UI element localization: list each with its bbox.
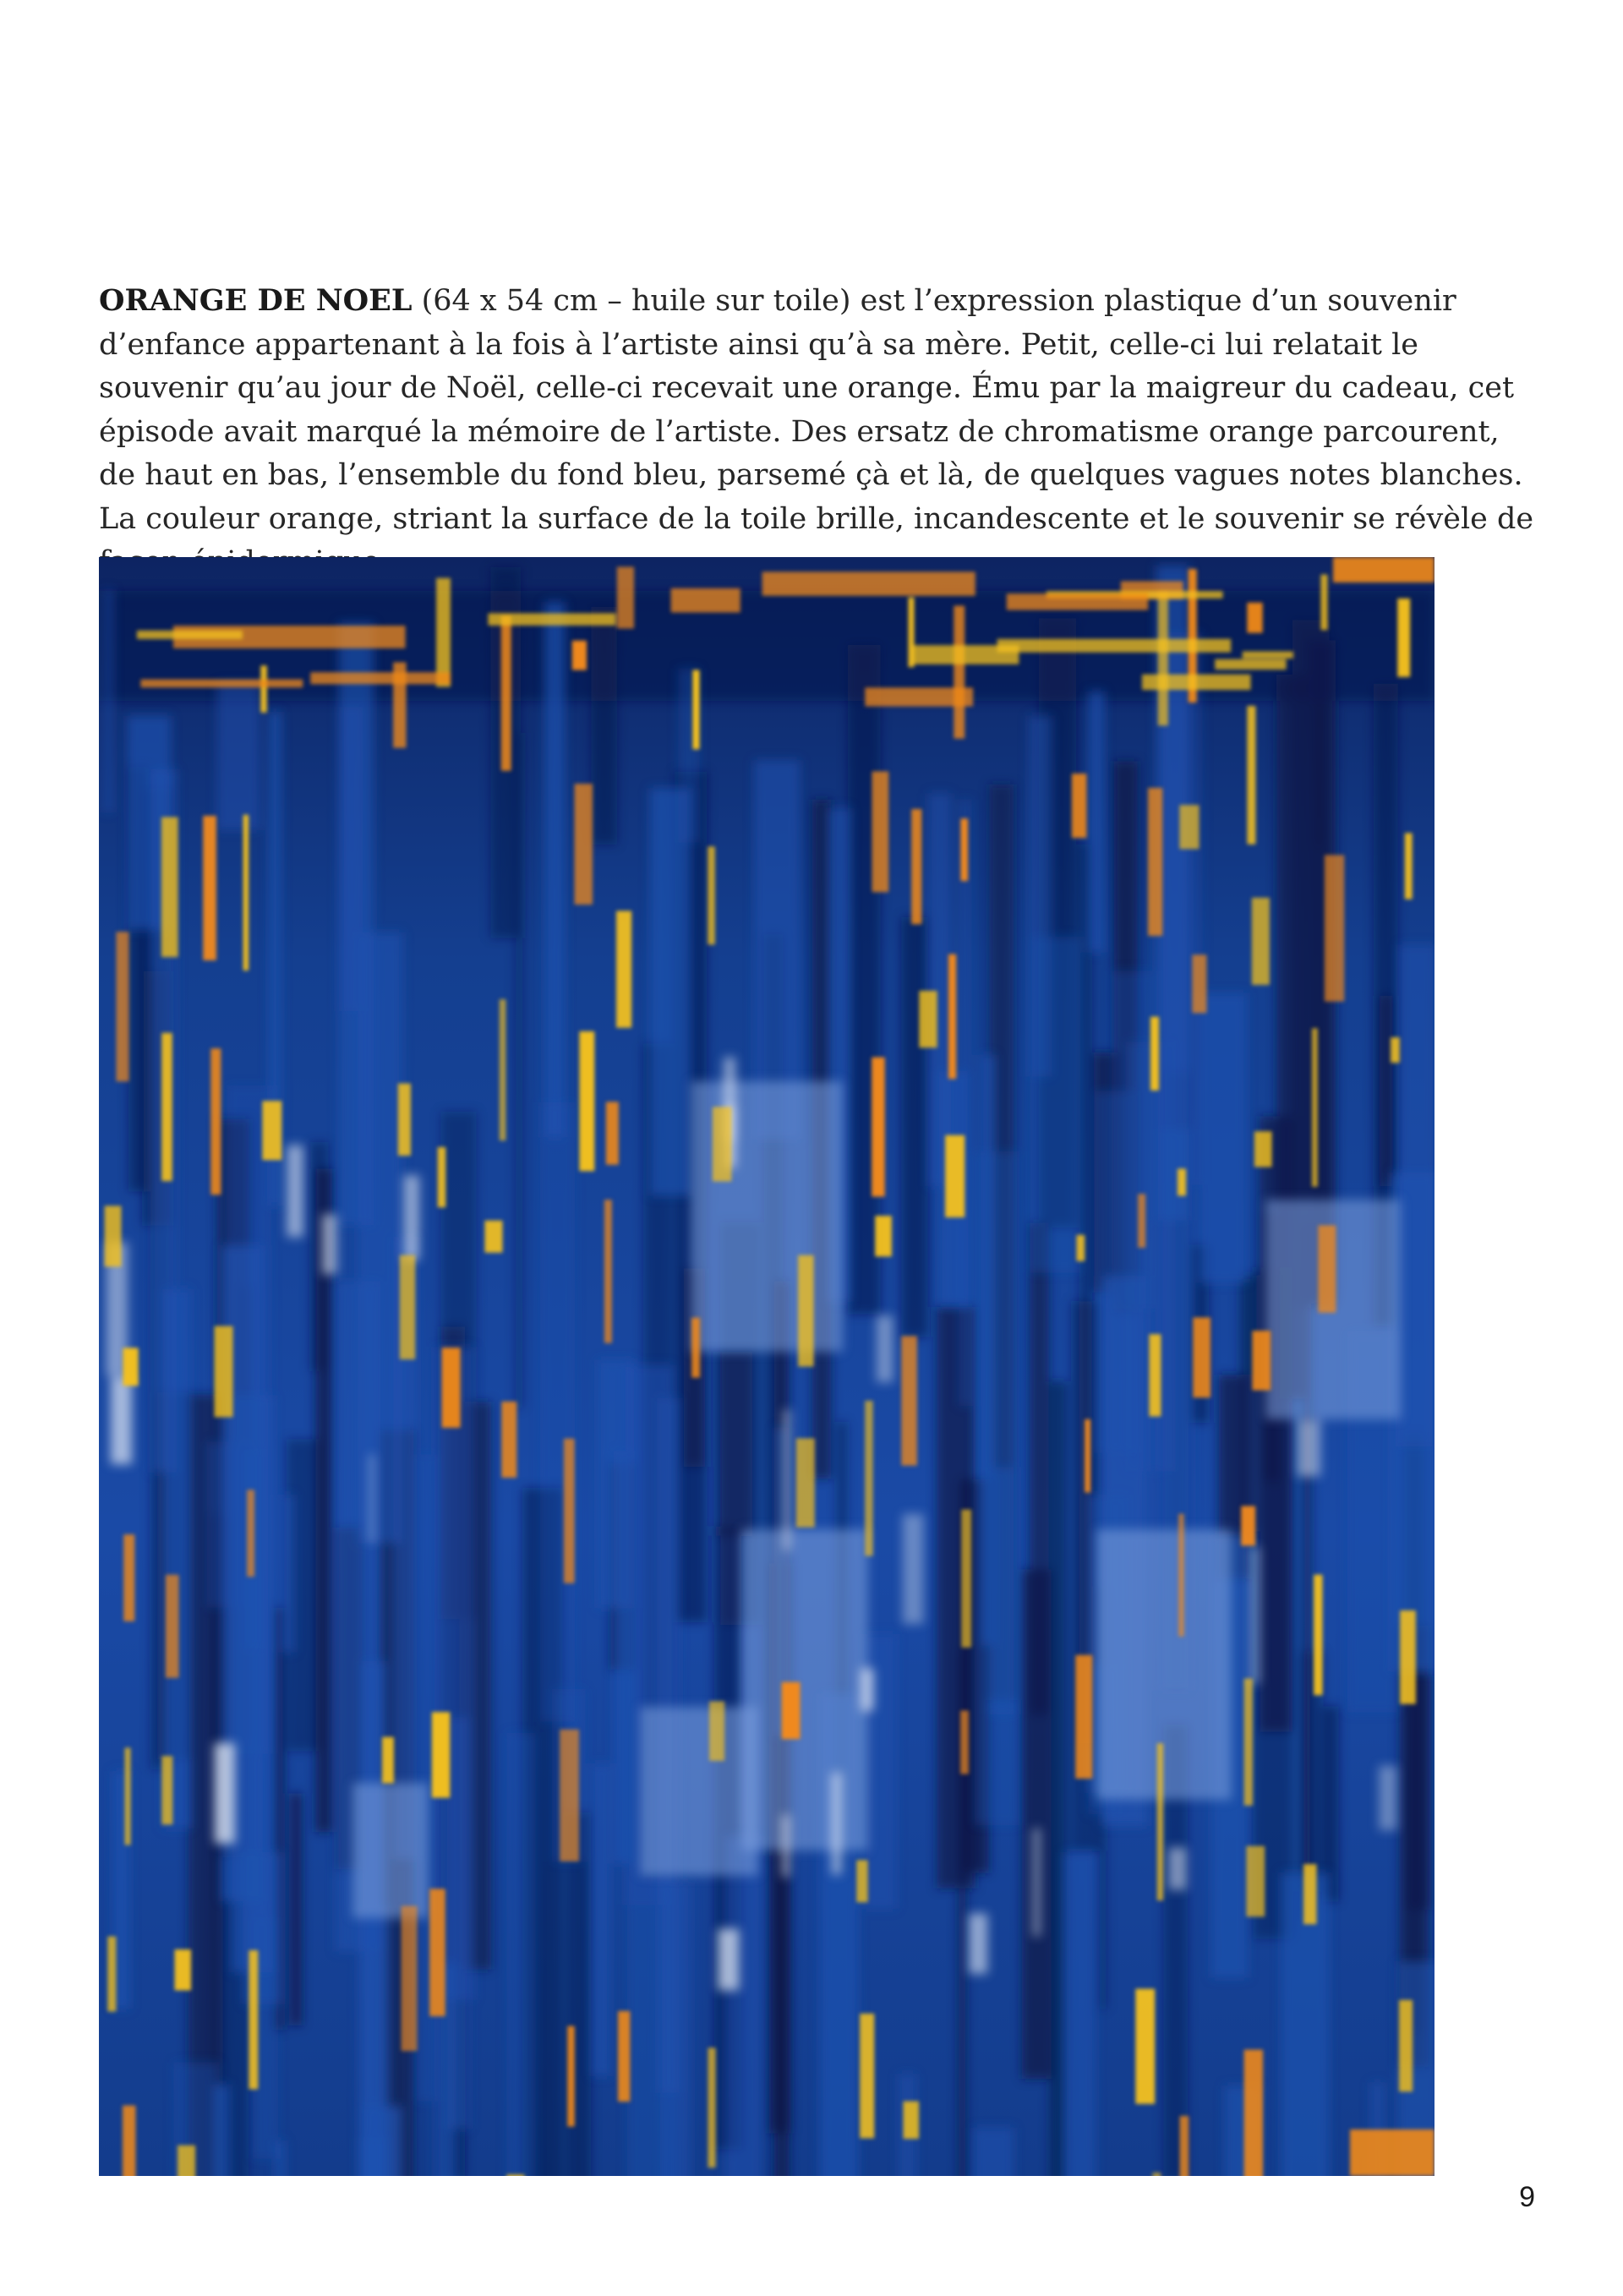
- brush-stroke-white: [214, 1743, 235, 1844]
- brush-stroke-orange: [1179, 805, 1199, 849]
- brush-stroke-orange: [1192, 954, 1206, 1013]
- brush-stroke-orange: [210, 1048, 221, 1194]
- brush-stroke-orange: [567, 2026, 575, 2127]
- brush-stroke-white: [783, 1409, 791, 1550]
- brush-stroke-orange: [691, 1318, 700, 1378]
- brush-stroke-white: [1379, 1766, 1397, 1830]
- brush-stroke-white: [404, 1175, 420, 1260]
- brush-stroke-orange: [1193, 1317, 1210, 1397]
- brush-stroke-white: [369, 1454, 375, 1543]
- brush-stroke-blue: [281, 1495, 294, 1653]
- brush-stroke-orange: [954, 606, 965, 739]
- brush-stroke-orange: [125, 1747, 131, 1845]
- brush-stroke-orange: [860, 2014, 874, 2139]
- brush-stroke-orange: [1076, 1235, 1085, 1261]
- brush-stroke-orange: [709, 1702, 724, 1762]
- brush-stroke-light: [741, 1529, 868, 1850]
- brush-stroke-white: [782, 1815, 790, 1877]
- brush-stroke-orange: [872, 1058, 885, 1197]
- brush-stroke-orange: [1399, 2000, 1413, 2092]
- brush-stroke-orange: [1247, 706, 1255, 845]
- brush-stroke-orange: [912, 645, 1019, 664]
- brush-stroke-orange: [243, 815, 249, 970]
- brush-stroke-blue: [928, 793, 951, 1186]
- brush-stroke-orange: [398, 1084, 411, 1156]
- brush-stroke-orange: [166, 1575, 179, 1678]
- brush-stroke-orange: [262, 1101, 281, 1160]
- brush-stroke-orange: [1303, 1864, 1317, 1924]
- brush-stroke-orange: [579, 1031, 594, 1171]
- brush-stroke-orange: [161, 1033, 172, 1181]
- brush-stroke-light: [1096, 1529, 1232, 1800]
- brush-stroke-orange: [796, 1438, 815, 1527]
- brush-stroke-white: [969, 1914, 987, 1974]
- brush-stroke-white: [1032, 1829, 1041, 1937]
- brush-stroke-blue: [340, 707, 363, 1011]
- brush-stroke-orange: [1215, 659, 1286, 670]
- brush-stroke-orange: [1178, 1514, 1184, 1637]
- brush-stroke-white: [1298, 1421, 1321, 1477]
- brush-stroke-orange: [1320, 575, 1327, 631]
- brush-stroke-orange: [123, 1348, 138, 1386]
- brush-stroke-orange: [713, 1107, 732, 1181]
- brush-stroke-orange: [604, 1200, 612, 1343]
- brush-stroke-dark: [901, 917, 927, 1337]
- brush-stroke-orange: [575, 784, 593, 905]
- brush-stroke-orange: [618, 2011, 630, 2102]
- brush-stroke-blue: [227, 1085, 272, 1754]
- brush-stroke-orange: [501, 615, 511, 771]
- brush-stroke-blue: [540, 1102, 575, 1721]
- brush-stroke-orange: [178, 2146, 195, 2176]
- brush-stroke-orange: [1246, 1846, 1265, 1917]
- brush-stroke-orange: [564, 1439, 575, 1583]
- brush-stroke-orange: [484, 1221, 502, 1253]
- brush-stroke-dark: [291, 1794, 302, 2025]
- page-number: 9: [1519, 2181, 1535, 2213]
- brush-stroke-blue: [959, 800, 971, 1407]
- brush-stroke-orange: [960, 818, 968, 881]
- brush-stroke-orange: [945, 1135, 965, 1217]
- brush-stroke-blue: [507, 1733, 536, 2176]
- brush-stroke-orange: [798, 1255, 814, 1367]
- brush-stroke-blue: [206, 1442, 248, 1608]
- brush-stroke-orange: [1254, 1131, 1272, 1167]
- brush-stroke-orange: [1135, 1989, 1155, 2104]
- brush-stroke-orange: [1252, 1331, 1271, 1390]
- brush-stroke-blue: [163, 1289, 191, 1829]
- brush-stroke-blue: [103, 589, 113, 813]
- brush-stroke-orange: [1333, 557, 1434, 582]
- brush-stroke-orange: [1405, 833, 1413, 899]
- brush-stroke-orange: [875, 1216, 892, 1256]
- brush-stroke-blue: [725, 1836, 762, 2176]
- brush-stroke-orange: [260, 665, 267, 713]
- brush-stroke-orange: [919, 991, 937, 1047]
- brush-stroke-blue: [614, 1451, 632, 1864]
- brush-stroke-orange: [488, 613, 615, 626]
- brush-stroke-orange: [1247, 603, 1262, 633]
- brush-stroke-orange: [671, 588, 740, 613]
- brush-stroke-orange: [310, 672, 451, 684]
- brush-stroke-blue: [592, 1763, 610, 2076]
- brush-stroke-white: [832, 1773, 842, 1875]
- brush-stroke-orange: [1314, 1575, 1323, 1696]
- brush-stroke-orange: [1085, 1419, 1090, 1493]
- brush-stroke-orange: [1318, 1226, 1336, 1313]
- brush-stroke-white: [322, 1215, 337, 1275]
- brush-stroke-orange: [616, 911, 631, 1028]
- brush-stroke-orange: [161, 817, 178, 958]
- brush-stroke-orange: [249, 1950, 258, 2090]
- brush-stroke-orange: [904, 2102, 920, 2140]
- brush-stroke-blue: [1089, 692, 1105, 953]
- brush-stroke-white: [111, 1377, 132, 1464]
- brush-stroke-orange: [606, 1102, 619, 1164]
- brush-stroke-orange: [911, 809, 921, 924]
- brush-stroke-orange: [901, 1336, 917, 1465]
- brush-stroke-orange: [960, 1711, 969, 1774]
- abstract-painting-image: [99, 557, 1434, 2176]
- brush-stroke-orange: [203, 816, 216, 960]
- brush-stroke-orange: [116, 932, 128, 1081]
- brush-stroke-orange: [1150, 1017, 1159, 1091]
- brush-stroke-orange: [1007, 593, 1148, 610]
- brush-stroke-blue: [544, 602, 565, 1137]
- brush-stroke-orange: [572, 641, 587, 670]
- brush-stroke-orange: [1178, 1168, 1186, 1195]
- brush-stroke-orange: [1148, 788, 1162, 936]
- brush-stroke-orange: [961, 1510, 971, 1648]
- brush-stroke-white: [718, 1929, 739, 1991]
- brush-stroke-orange: [708, 846, 715, 944]
- brush-stroke-light: [640, 1707, 758, 1876]
- brush-stroke-orange: [872, 772, 889, 893]
- brush-stroke-orange: [1391, 1037, 1400, 1063]
- brush-stroke-orange: [105, 1205, 122, 1266]
- brush-stroke-orange: [1152, 2173, 1161, 2176]
- brush-stroke-orange: [708, 2047, 715, 2168]
- brush-stroke-orange: [429, 1889, 445, 2016]
- brush-stroke-white: [1250, 1547, 1260, 1684]
- brush-stroke-orange: [782, 1682, 801, 1739]
- brush-stroke-orange: [123, 1534, 134, 1621]
- brush-stroke-orange: [1312, 1028, 1318, 1187]
- brush-stroke-blue: [980, 1055, 995, 1646]
- artwork-description-text: (64 x 54 cm – huile sur toile) est l’expression plastique d’un souvenir d’enfance appartenant à la fois à l’artiste ainsi qu’à sa mère. Petit, celle-ci lui relatait le souvenir qu’au jour de Noël, celle-ci recevait une orange. Ému par la maigreur du cadeau, cet épisode avait marqué la mémoire de l’artiste. Des ersatz de chromatisme orange parcourent, de haut en bas, l’ensemble du fond bleu, parsemé çà et là, de quelques vagues notes blanches. La couleur orange, striant la surface de la toile brille, incandescente et le souvenir se révèle de: [99, 284, 1534, 536]
- brush-stroke-blue: [1063, 1852, 1096, 2176]
- brush-stroke-orange: [865, 1401, 873, 1556]
- brush-stroke-orange: [137, 631, 243, 639]
- brush-stroke-blue: [358, 1907, 390, 2176]
- brush-stroke-white: [903, 1514, 924, 1624]
- brush-stroke-blue: [217, 683, 260, 830]
- brush-stroke-orange: [1072, 774, 1087, 838]
- artwork-description: [99, 279, 1544, 585]
- brush-stroke-orange: [856, 1860, 867, 1902]
- brush-stroke-orange: [1075, 1655, 1092, 1779]
- brush-stroke-orange: [1350, 2129, 1434, 2176]
- brush-stroke-orange: [1241, 1506, 1255, 1546]
- brush-stroke-orange: [442, 1348, 461, 1428]
- brush-stroke-orange: [402, 1906, 418, 2052]
- artwork-title: ORANGE DE NOEL: [99, 283, 413, 318]
- brush-stroke-orange: [436, 578, 451, 687]
- brush-stroke-orange: [865, 687, 973, 706]
- brush-stroke-orange: [1157, 1743, 1164, 1900]
- brush-stroke-orange: [1243, 652, 1293, 659]
- brush-stroke-orange: [1149, 1334, 1161, 1416]
- brush-stroke-orange: [762, 571, 975, 595]
- brush-stroke-orange: [1244, 2050, 1264, 2176]
- brush-stroke-orange: [617, 567, 634, 629]
- brush-stroke-orange: [438, 1147, 446, 1207]
- brush-stroke-white: [877, 1315, 893, 1382]
- brush-stroke-orange: [175, 1949, 192, 1990]
- brush-stroke-orange: [501, 1402, 516, 1478]
- brush-stroke-orange: [1180, 2116, 1189, 2176]
- brush-stroke-orange: [1325, 855, 1344, 1001]
- brush-stroke-orange: [1138, 1194, 1145, 1248]
- brush-stroke-blue: [214, 2085, 230, 2176]
- brush-stroke-orange: [1142, 675, 1251, 690]
- brush-stroke-blue: [650, 788, 691, 1195]
- brush-stroke-orange: [140, 680, 303, 688]
- brush-stroke-orange: [997, 639, 1232, 653]
- brush-stroke-white: [287, 1145, 303, 1238]
- brush-stroke-orange: [948, 954, 956, 1080]
- brush-stroke-orange: [107, 1937, 116, 2012]
- brush-stroke-orange: [506, 2175, 524, 2176]
- brush-stroke-orange: [123, 2106, 136, 2176]
- brush-stroke-orange: [215, 1326, 233, 1418]
- brush-stroke-orange: [500, 999, 506, 1140]
- brush-stroke-orange: [1244, 1679, 1254, 1806]
- brush-stroke-orange: [692, 670, 699, 750]
- brush-stroke-orange: [400, 1255, 416, 1359]
- brush-stroke-orange: [1158, 591, 1168, 726]
- brush-stroke-blue: [974, 2128, 1014, 2176]
- brush-stroke-light: [352, 1783, 429, 1918]
- brush-stroke-orange: [1400, 1610, 1416, 1704]
- brush-stroke-white: [1168, 1848, 1186, 1890]
- brush-stroke-white: [861, 1669, 874, 1711]
- brush-stroke-orange: [432, 1712, 451, 1798]
- brush-stroke-dark: [1323, 1706, 1339, 1901]
- brush-stroke-dark: [1030, 1223, 1049, 1715]
- brush-stroke-orange: [1397, 599, 1410, 677]
- brush-stroke-orange: [161, 1756, 172, 1824]
- brush-stroke-orange: [560, 1730, 579, 1861]
- brush-stroke-orange: [382, 1737, 394, 1784]
- brush-stroke-dark: [848, 645, 880, 1314]
- brush-stroke-blue: [1030, 937, 1080, 1272]
- brush-stroke-blue: [1199, 993, 1247, 1283]
- brush-stroke-orange: [1252, 898, 1270, 985]
- brush-stroke-orange: [247, 1490, 254, 1577]
